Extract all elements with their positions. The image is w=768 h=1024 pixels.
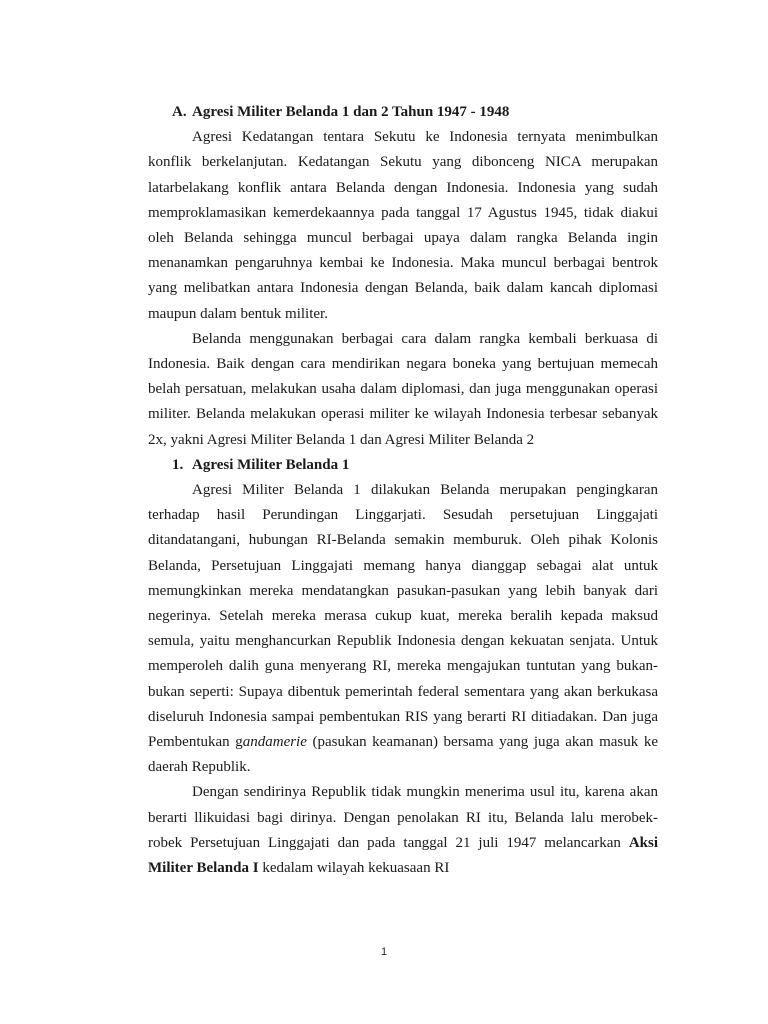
section-marker: A. bbox=[172, 104, 187, 120]
page-number: 1 bbox=[380, 946, 388, 958]
paragraph-3 bbox=[148, 478, 658, 780]
paragraph-3-italic-term: andamerie bbox=[242, 734, 307, 751]
paragraph-4-bold-term: Aksi Militer Belanda I bbox=[148, 834, 658, 877]
paragraph-2: Belanda menggunakan berbagai cara dalam rangka kembali berkuasa di Indonesia. Baik dengan cara mendirikan negara boneka yang bertujuan memecah belah persatuan, melakukan usaha dalam diplomasi, dan juga menggunakan operasi militer. Belanda melakukan operasi militer ke wilayah Indonesia terbesar sebanyak 2x, yakni Agresi Militer Belanda 1 dan Agresi Militer Belanda 2 bbox=[148, 330, 658, 448]
document-page bbox=[148, 100, 658, 881]
paragraph-4-text-end: kedalam wilayah kekuasaan RI bbox=[258, 860, 450, 877]
paragraph-3-text: Agresi Militer Belanda 1 dilakukan Belanda merupakan pengingkaran terhadap hasil Perundingan Linggarjati. Sesudah persetujuan Linggajati ditandatangani, hubungan RI-Belanda semakin memburuk. Oleh pihak Kolonis Belanda, Persetujuan Linggajati memang hanya dianggap sebagai alat untuk memungkinkan mereka mendatangkan pasukan-pasukan yang lebih banyak dari negerinya. Setelah mereka merasa cukup kuat, mereka beralih kepada maksud semula, yaitu menghancurkan Republik Indonesia dengan kekuatan senjata. Untuk memperoleh dalih guna menyerang RI, mereka mengajukan tuntutan yang bukan-bukan seperti: Supaya dibentuk pemerintah federal sementara yang akan berkukasa diseluruh Indonesia sampai pembentukan RIS yang berarti RI ditiadakan. Dan juga Pembentukan g bbox=[148, 482, 658, 751]
section-title: Agresi Militer Belanda 1 dan 2 Tahun 1947 - 1948 bbox=[192, 104, 510, 120]
subsection-marker: 1. bbox=[172, 456, 184, 473]
section-heading bbox=[148, 100, 658, 125]
subsection-title: Agresi Militer Belanda 1 bbox=[192, 456, 350, 473]
subsection-heading bbox=[148, 453, 658, 478]
paragraph-1: Agresi Kedatangan tentara Sekutu ke Indonesia ternyata menimbulkan konflik berkelanjutan. Kedatangan Sekutu yang dibonceng NICA merupakan latarbelakang konflik antara Belanda dengan Indonesia. Indonesia yang sudah memproklamasikan kemerdekaannya pada tanggal 17 Agustus 1945, tidak diakui oleh Belanda sehingga muncul berbagai upaya dalam rangka Belanda ingin menanamkan pengaruhnya kembai ke Indonesia. Maka muncul berbagai bentrok yang melibatkan antara Indonesia dengan Belanda, baik dalam kancah diplomasi maupun dalam bentuk militer. bbox=[148, 129, 658, 322]
paragraph-3-text-end: (pasukan keamanan) bersama yang juga akan masuk ke daerah Republik. bbox=[148, 734, 658, 776]
paragraph-4 bbox=[148, 780, 658, 881]
paragraph-4-text: Dengan sendirinya Republik tidak mungkin menerima usul itu, karena akan berarti llikuidasi bagi dirinya. Dengan penolakan RI itu, Belanda lalu merobek-robek Persetujuan Linggajati dan pada tanggal 21 juli 1947 melancarkan bbox=[148, 784, 658, 851]
